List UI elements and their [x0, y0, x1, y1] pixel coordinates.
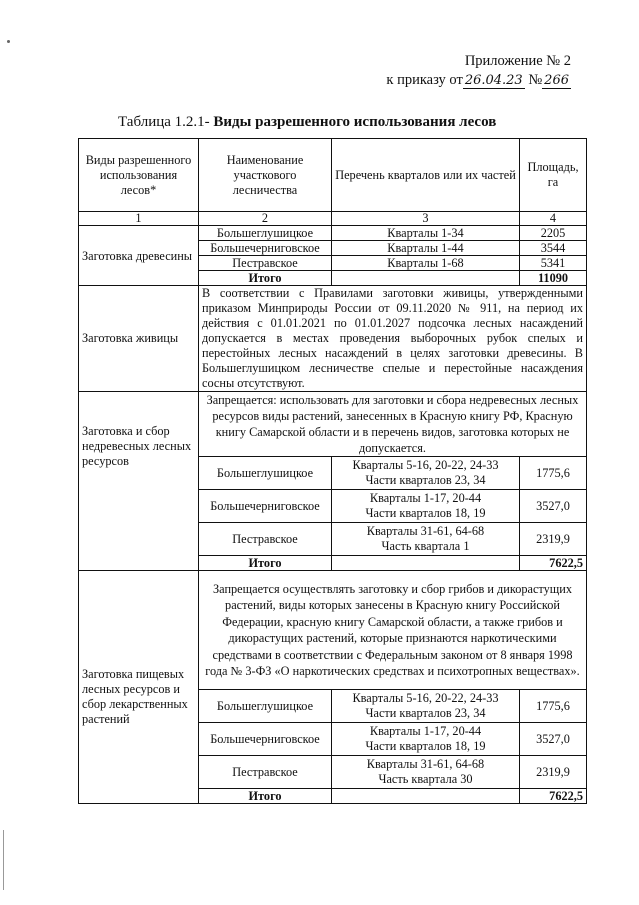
quarters-cell: Кварталы 1-68 — [332, 256, 520, 271]
area-cell: 3544 — [520, 241, 587, 256]
empty-cell — [332, 271, 520, 286]
area-cell: 5341 — [520, 256, 587, 271]
quarters-line: Часть квартала 30 — [378, 772, 473, 786]
quarters-line: Кварталы 1-17, 20-44 — [369, 491, 482, 505]
quarters-cell: Кварталы 1-44 — [332, 241, 520, 256]
col-number: 3 — [332, 212, 520, 226]
forestry-cell: Большеглушицкое — [199, 226, 332, 241]
empty-cell — [332, 556, 520, 571]
area-cell: 2319,9 — [520, 756, 587, 789]
total-label: Итого — [199, 789, 332, 804]
resin-text: В соответствии с Правилами заготовки живицы, утвержденными приказом Минприроды России от 09.11.2020 № 911, на период их действия с 01.01.2021 по 01.01.2027 подсочка лесных насаждений допускается в местах проведения выборочных рубок спелых и перестойных лесных насаждений в целях заготовки древесины. В Большеглушицком лесничестве спелые и перестойные насаждения сосны отсутствуют. — [199, 286, 587, 392]
use-type-nontimber: Заготовка и сбор недревесных лесных ресурсов — [79, 392, 199, 571]
col-number: 4 — [520, 212, 587, 226]
total-label: Итого — [199, 556, 332, 571]
table-caption — [118, 114, 496, 131]
scan-dot-mark — [7, 40, 10, 43]
empty-cell — [332, 789, 520, 804]
forestry-cell: Пестравское — [199, 756, 332, 789]
quarters-line: Кварталы 5-16, 20-22, 24-33 — [352, 691, 499, 705]
header-use-type: Виды разрешенного использования лесов* — [79, 139, 199, 212]
forestry-cell: Большеглушицкое — [199, 457, 332, 490]
area-cell: 2205 — [520, 226, 587, 241]
total-value: 7622,5 — [520, 789, 587, 804]
total-label: Итого — [199, 271, 332, 286]
quarters-line: Части кварталов 18, 19 — [365, 506, 486, 520]
nontimber-note: Запрещается: использовать для заготовки и сбора недревесных лесных ресурсов виды растений, занесенных в Красную книгу РФ, Красную книгу Самарской области и в перечень видов, заготовка которых не допускается. — [199, 392, 587, 457]
appendix-header — [386, 52, 571, 90]
quarters-cell — [332, 490, 520, 523]
forestry-cell: Большечерниговское — [199, 723, 332, 756]
column-number-row — [79, 212, 587, 226]
total-value: 11090 — [520, 271, 587, 286]
col-number: 1 — [79, 212, 199, 226]
food-note: Запрещается осуществлять заготовку и сбор грибов и дикорастущих растений, виды которых занесены в Красную книгу Российской Федерации, красную книгу Самарской области, а также грибов и дикорастущих растений, которые признаются наркотическими средствами в соответствии с Федеральным законом от 8 января 1998 года № 3-ФЗ «О наркотических средствах и психотропных веществах». — [199, 571, 587, 690]
quarters-cell — [332, 690, 520, 723]
area-cell: 1775,6 — [520, 690, 587, 723]
order-number-prefix: № — [528, 72, 543, 88]
quarters-line: Части кварталов 23, 34 — [365, 706, 486, 720]
quarters-cell — [332, 723, 520, 756]
order-reference — [386, 71, 571, 90]
order-number-handwritten: 266 — [544, 73, 569, 88]
use-type-food: Заготовка пищевых лесных ресурсов и сбор лекарственных растений — [79, 571, 199, 804]
table-row — [79, 286, 587, 392]
quarters-line: Кварталы 1-17, 20-44 — [369, 724, 482, 738]
quarters-line: Кварталы 31-61, 64-68 — [366, 757, 485, 771]
table-header-row — [79, 139, 587, 212]
quarters-cell — [332, 756, 520, 789]
caption-title: Виды разрешенного использования лесов — [213, 114, 497, 130]
total-value: 7622,5 — [520, 556, 587, 571]
table-row — [79, 392, 587, 457]
quarters-line: Части кварталов 23, 34 — [365, 473, 486, 487]
quarters-cell — [332, 523, 520, 556]
scan-edge-line — [3, 830, 4, 890]
caption-prefix: Таблица 1.2.1- — [118, 114, 214, 130]
quarters-line: Кварталы 31-61, 64-68 — [366, 524, 485, 538]
quarters-cell — [332, 457, 520, 490]
area-cell: 1775,6 — [520, 457, 587, 490]
quarters-line: Части кварталов 18, 19 — [365, 739, 486, 753]
area-cell: 3527,0 — [520, 490, 587, 523]
forestry-cell: Пестравское — [199, 256, 332, 271]
table-row — [79, 571, 587, 690]
quarters-line: Часть квартала 1 — [381, 539, 470, 553]
quarters-cell: Кварталы 1-34 — [332, 226, 520, 241]
forestry-cell: Большеглушицкое — [199, 690, 332, 723]
use-type-resin: Заготовка живицы — [79, 286, 199, 392]
table-row — [79, 226, 587, 241]
area-cell: 3527,0 — [520, 723, 587, 756]
header-forestry: Наименование участкового лесничества — [199, 139, 332, 212]
order-date-handwritten: 26.04.23 — [464, 73, 523, 88]
order-prefix: к приказу от — [386, 72, 463, 88]
use-type-timber: Заготовка древесины — [79, 226, 199, 286]
forest-use-table — [78, 138, 587, 804]
header-quarters: Перечень кварталов или их частей — [332, 139, 520, 212]
col-number: 2 — [199, 212, 332, 226]
forestry-cell: Большечерниговское — [199, 241, 332, 256]
appendix-title: Приложение № 2 — [464, 53, 571, 69]
forestry-cell: Пестравское — [199, 523, 332, 556]
quarters-line: Кварталы 5-16, 20-22, 24-33 — [352, 458, 499, 472]
area-cell: 2319,9 — [520, 523, 587, 556]
header-area: Площадь, га — [520, 139, 587, 212]
forestry-cell: Большечерниговское — [199, 490, 332, 523]
